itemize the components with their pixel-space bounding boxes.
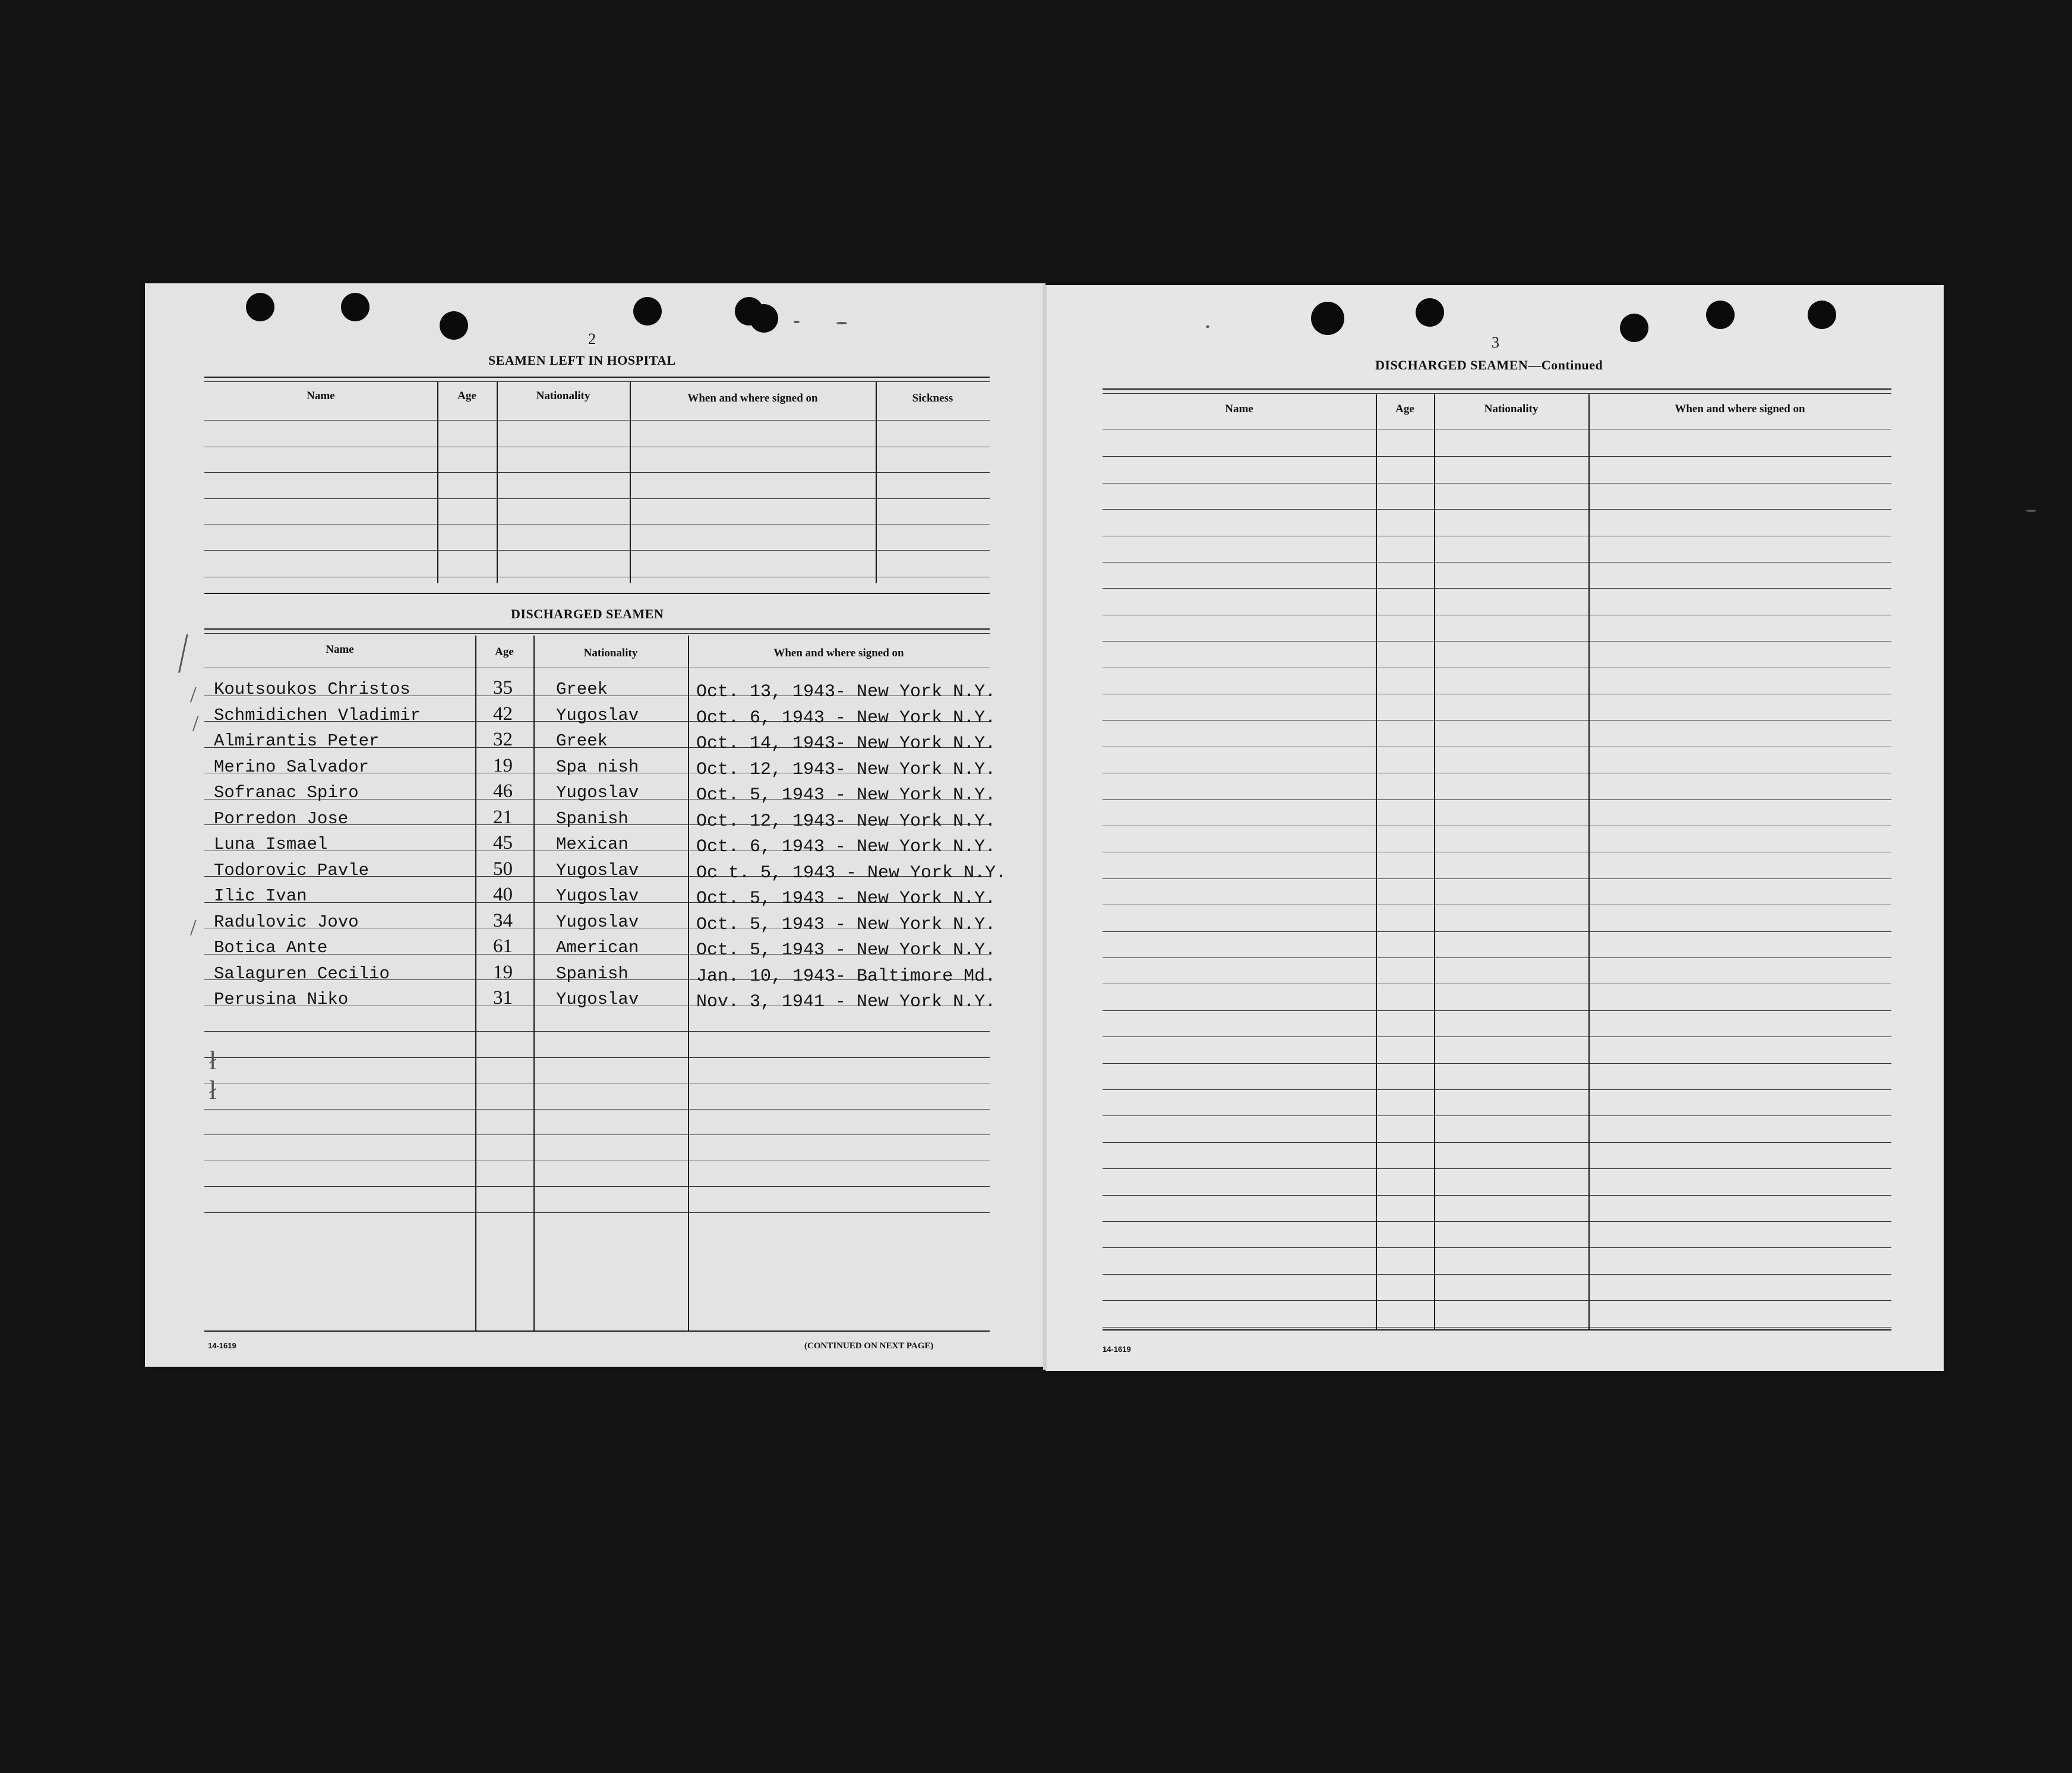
form-number: 14-1619 xyxy=(1103,1345,1131,1354)
seaman-name: Sofranac Spiro xyxy=(214,783,359,802)
punch-hole xyxy=(440,311,468,340)
right-row-rule xyxy=(1103,1247,1891,1248)
right-row-rule xyxy=(1103,1010,1891,1011)
hospital-table-header-rule xyxy=(204,420,990,421)
seaman-age: 45 xyxy=(493,832,513,854)
right-row-rule xyxy=(1103,799,1891,800)
right-row-rule xyxy=(1103,1195,1891,1196)
right-row-rule xyxy=(1103,1115,1891,1116)
right-row-rule xyxy=(1103,1274,1891,1275)
right-row-rule xyxy=(1103,1063,1891,1064)
right-row-rule xyxy=(1103,1221,1891,1222)
right-col-header-name: Name xyxy=(1225,403,1253,415)
seaman-age: 35 xyxy=(493,677,513,699)
seaman-name: Radulovic Jovo xyxy=(214,912,359,932)
seaman-nationality: Mexican xyxy=(556,835,628,854)
speck xyxy=(836,322,847,324)
right-col-divider xyxy=(1588,394,1590,1330)
check-mark: / xyxy=(190,915,197,940)
right-table-bottom-rule xyxy=(1103,1329,1891,1330)
seaman-name: Schmidichen Vladimir xyxy=(214,706,421,725)
right-row-rule xyxy=(1103,931,1891,932)
seaman-signed-on: Oct. 5, 1943 - New York N.Y. xyxy=(696,889,996,909)
discharged-col-header-name: Name xyxy=(326,643,354,656)
right-section-title: DISCHARGED SEAMEN—Continued xyxy=(1375,358,1603,372)
hospital-row-rule xyxy=(204,472,990,473)
seaman-name: Salaguren Cecilio xyxy=(214,964,390,984)
hospital-col-header-name: Name xyxy=(307,390,335,402)
seaman-name: Luna Ismael xyxy=(214,835,328,854)
seaman-age: 19 xyxy=(493,755,513,776)
seaman-nationality: Greek xyxy=(556,731,608,751)
discharged-table-top-rule xyxy=(204,628,990,630)
discharged-row-rule xyxy=(204,1186,990,1187)
punch-hole xyxy=(633,297,662,325)
right-row-rule xyxy=(1103,509,1891,510)
punch-hole xyxy=(246,293,274,321)
right-row-rule xyxy=(1103,456,1891,457)
speck xyxy=(1206,325,1209,328)
seaman-age: 50 xyxy=(493,858,513,880)
right-row-rule xyxy=(1103,1089,1891,1090)
seaman-age: 61 xyxy=(493,936,513,957)
discharged-section-title: DISCHARGED SEAMEN xyxy=(511,606,664,621)
right-col-divider xyxy=(1434,394,1435,1330)
punch-hole xyxy=(1311,302,1344,335)
seaman-nationality: Spanish xyxy=(556,809,628,829)
seaman-age: 19 xyxy=(493,962,513,983)
right-page xyxy=(1046,285,1944,1371)
seaman-name: Ilic Ivan xyxy=(214,886,307,906)
right-row-rule xyxy=(1103,957,1891,958)
seaman-age: 32 xyxy=(493,729,513,750)
seaman-nationality: Yugoslav xyxy=(556,990,639,1009)
hospital-table-top-rule xyxy=(204,381,990,382)
check-mark: ł xyxy=(209,1076,217,1105)
seaman-nationality: Greek xyxy=(556,680,608,699)
seaman-name: Todorovic Pavle xyxy=(214,861,369,880)
check-mark: ł xyxy=(209,1046,217,1075)
right-row-rule xyxy=(1103,1036,1891,1037)
punch-hole xyxy=(1416,298,1444,327)
right-row-rule xyxy=(1103,878,1891,879)
hospital-col-header-nationality: Nationality xyxy=(536,390,590,402)
hospital-col-divider xyxy=(497,381,498,583)
seaman-signed-on: Oct. 12, 1943- New York N.Y. xyxy=(696,760,996,780)
discharged-table-bottom-rule xyxy=(204,1330,990,1332)
page-fold xyxy=(1043,285,1047,1370)
speck xyxy=(794,321,800,323)
hospital-col-header-sickness: Sickness xyxy=(912,392,953,404)
discharged-col-header-signed-on: When and where signed on xyxy=(773,647,904,659)
seaman-nationality: Yugoslav xyxy=(556,886,639,906)
right-col-divider xyxy=(1376,394,1377,1330)
seaman-nationality: American xyxy=(556,938,639,957)
seaman-signed-on: Oct. 13, 1943- New York N.Y. xyxy=(696,682,996,702)
seaman-signed-on: Oct. 12, 1943- New York N.Y. xyxy=(696,811,996,832)
seaman-age: 46 xyxy=(493,780,513,802)
hospital-section-title: SEAMEN LEFT IN HOSPITAL xyxy=(488,353,676,368)
right-col-header-nationality: Nationality xyxy=(1484,403,1539,415)
seaman-name: Merino Salvador xyxy=(214,757,369,777)
seaman-nationality: Spanish xyxy=(556,964,628,984)
hospital-col-header-signed-on: When and where signed on xyxy=(687,392,818,404)
seaman-age: 42 xyxy=(493,703,513,725)
right-row-rule xyxy=(1103,1142,1891,1143)
punch-hole xyxy=(1808,301,1836,329)
right-row-rule xyxy=(1103,588,1891,589)
check-mark: / xyxy=(178,621,188,685)
seaman-signed-on: Oc t. 5, 1943 - New York N.Y. xyxy=(696,863,1007,883)
hospital-row-rule xyxy=(204,550,990,551)
discharged-row-rule xyxy=(204,1134,990,1135)
discharged-col-header-age: Age xyxy=(495,646,514,658)
hospital-col-divider xyxy=(437,381,438,583)
discharged-row-rule xyxy=(204,1057,990,1058)
right-col-header-age: Age xyxy=(1395,403,1414,415)
seaman-name: Almirantis Peter xyxy=(214,731,380,751)
discharged-row-rule xyxy=(204,1109,990,1110)
seaman-age: 34 xyxy=(493,910,513,931)
check-mark: / xyxy=(190,682,197,707)
seaman-signed-on: Oct. 5, 1943 - New York N.Y. xyxy=(696,940,996,960)
seaman-nationality: Yugoslav xyxy=(556,912,639,932)
hospital-col-divider xyxy=(876,381,877,583)
hospital-table-top-rule xyxy=(204,377,990,378)
form-number: 14-1619 xyxy=(208,1341,236,1350)
punch-hole xyxy=(750,304,778,333)
seaman-age: 31 xyxy=(493,987,513,1009)
continued-note: (CONTINUED ON NEXT PAGE) xyxy=(804,1341,934,1351)
discharged-row-rule xyxy=(204,1212,990,1213)
punch-hole xyxy=(1706,301,1735,329)
discharged-col-divider xyxy=(475,636,476,1332)
hospital-col-divider xyxy=(630,381,631,583)
seaman-name: Koutsoukos Christos xyxy=(214,680,410,699)
seaman-nationality: Spa nish xyxy=(556,757,639,777)
page-number: 2 xyxy=(588,330,596,347)
seaman-signed-on: Oct. 6, 1943 - New York N.Y. xyxy=(696,708,996,728)
seaman-age: 40 xyxy=(493,884,513,905)
discharged-col-divider xyxy=(688,636,689,1332)
speck xyxy=(2026,510,2036,512)
seaman-signed-on: Oct. 6, 1943 - New York N.Y. xyxy=(696,837,996,857)
seaman-signed-on: Oct. 5, 1943 - New York N.Y. xyxy=(696,915,996,935)
discharged-row-rule xyxy=(204,1031,990,1032)
hospital-row-rule xyxy=(204,498,990,499)
discharged-table-top-rule xyxy=(204,633,990,634)
punch-hole xyxy=(341,293,369,321)
seaman-signed-on: Nov. 3, 1941 - New York N.Y. xyxy=(696,992,996,1012)
hospital-col-header-age: Age xyxy=(457,390,476,402)
right-row-rule xyxy=(1103,1300,1891,1301)
seaman-age: 21 xyxy=(493,807,513,828)
seaman-name: Perusina Niko xyxy=(214,990,349,1009)
punch-hole xyxy=(1620,314,1648,342)
check-mark: / xyxy=(192,711,199,736)
seaman-name: Porredon Jose xyxy=(214,809,349,829)
discharged-col-header-nationality: Nationality xyxy=(583,647,638,659)
right-col-header-signed-on: When and where signed on xyxy=(1675,403,1805,415)
right-table-top-rule xyxy=(1103,393,1891,394)
seaman-name: Botica Ante xyxy=(214,938,328,957)
seaman-nationality: Yugoslav xyxy=(556,706,639,725)
discharged-col-divider xyxy=(533,636,535,1332)
right-table-top-rule xyxy=(1103,388,1891,390)
seaman-nationality: Yugoslav xyxy=(556,783,639,802)
seaman-signed-on: Oct. 14, 1943- New York N.Y. xyxy=(696,734,996,754)
page-number: 3 xyxy=(1492,334,1499,351)
seaman-signed-on: Oct. 5, 1943 - New York N.Y. xyxy=(696,785,996,805)
seaman-signed-on: Jan. 10, 1943- Baltimore Md. xyxy=(696,966,996,987)
right-row-rule xyxy=(1103,1168,1891,1169)
right-row-rule xyxy=(1103,1327,1891,1328)
hospital-table-bottom-rule xyxy=(204,593,990,594)
seaman-nationality: Yugoslav xyxy=(556,861,639,880)
